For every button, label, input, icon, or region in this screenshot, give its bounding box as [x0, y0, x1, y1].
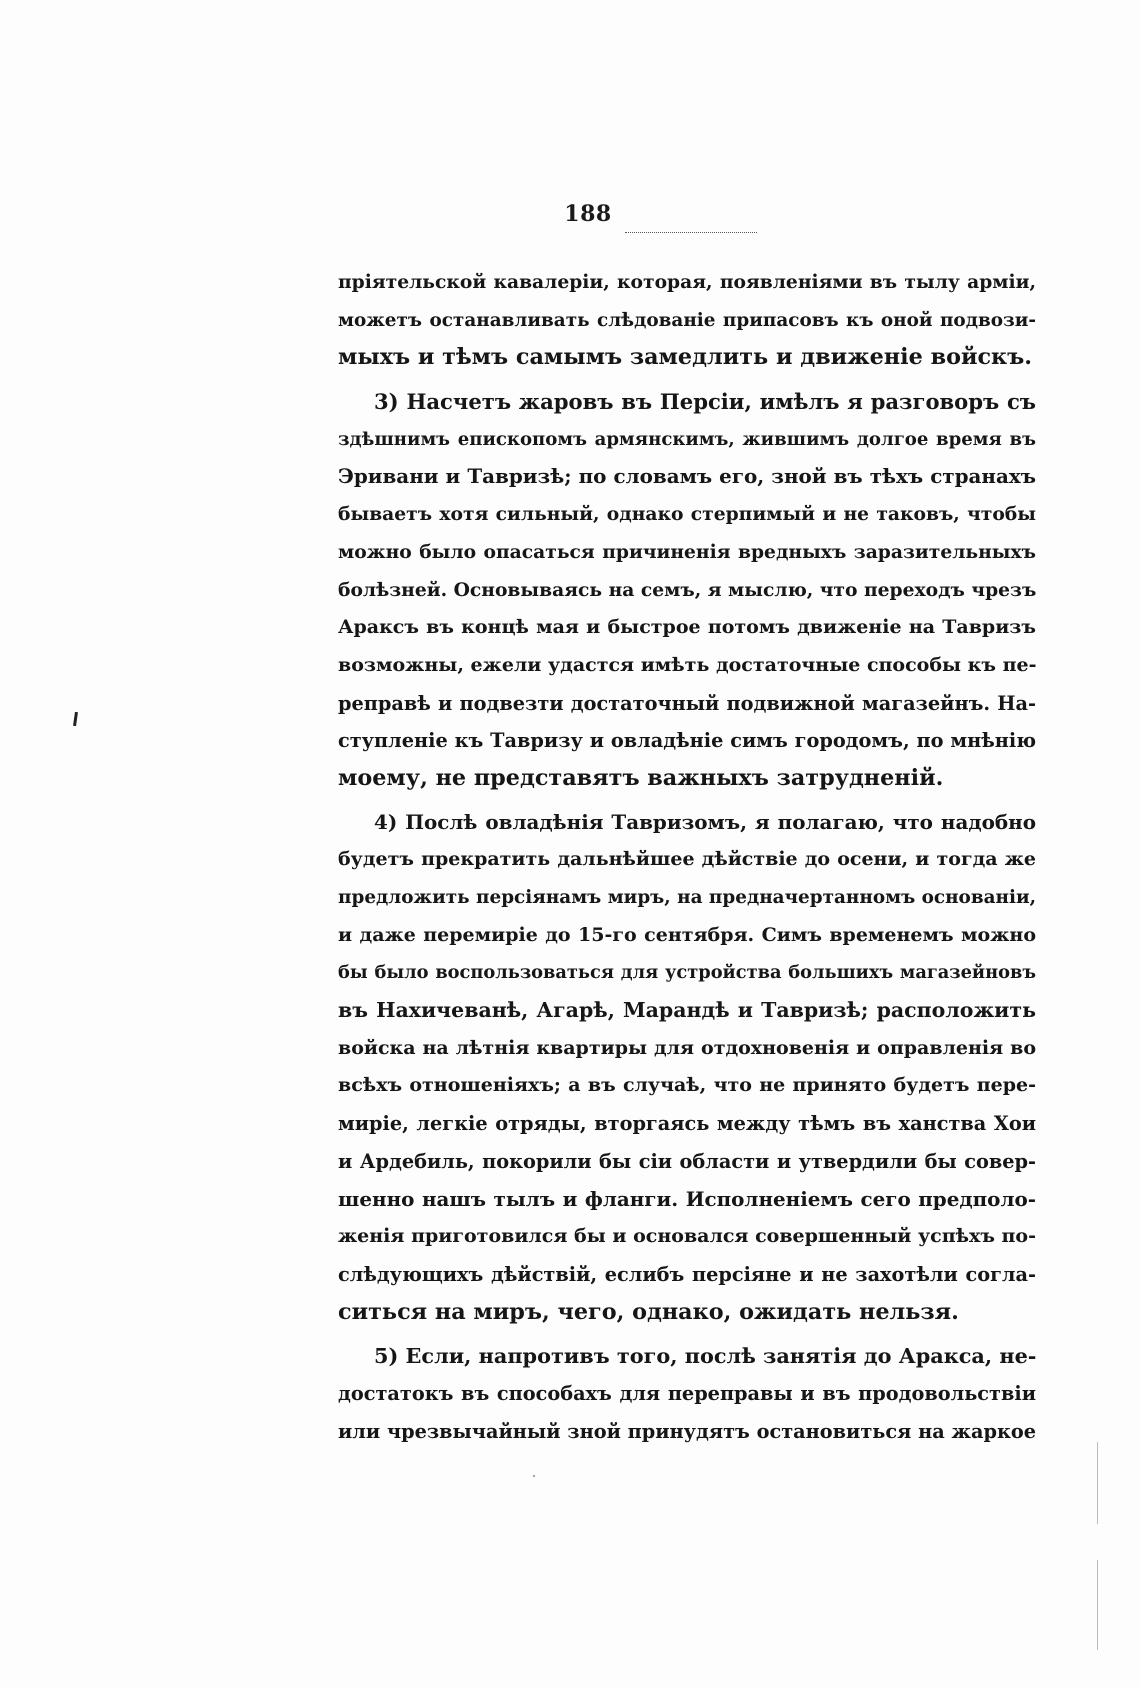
- text-line: войска на лѣтнія квартиры для отдохновенія и оправленія во: [338, 1036, 1036, 1059]
- page-number: 188: [564, 201, 612, 227]
- page-edge-line: [1097, 1442, 1098, 1524]
- scan-speck: [533, 1475, 535, 1477]
- text-line: предложить персіянамъ миръ, на предначертанномъ основаніи,: [338, 887, 1036, 908]
- text-line: женія приготовился бы и основался совершенный успѣхъ по-: [338, 1225, 1036, 1248]
- text-line: или чрезвычайный зной принудятъ остановиться на жаркое: [338, 1419, 1036, 1443]
- text-line: и даже перемиріе до 15-го сентября. Симъ временемъ можно: [338, 923, 1036, 946]
- text-line: Араксъ въ концѣ мая и быстрое потомъ движеніе на Тавризъ: [338, 616, 1036, 639]
- text-line: можно было опасаться причиненія вредныхъ заразительныхъ: [338, 540, 1036, 563]
- text-line: достатокъ въ способахъ для переправы и въ продовольствіи: [338, 1381, 1036, 1405]
- text-line: болѣзней. Основываясь на семъ, я мыслю, что переходъ чрезъ: [338, 578, 1036, 601]
- text-line: и Ардебиль, покорили бы сіи области и утвердили бы совер-: [338, 1149, 1036, 1173]
- text-line: мыхъ и тѣмъ самымъ замедлить и движеніе войскъ.: [338, 344, 1033, 371]
- text-line: Эривани и Тавризѣ; по словамъ его, зной въ тѣхъ странахъ: [338, 464, 1036, 489]
- text-line: 3) Насчетъ жаровъ въ Персіи, имѣлъ я разговоръ съ: [374, 389, 1036, 415]
- text-line: всѣхъ отношеніяхъ; а въ случаѣ, что не принято будетъ пере-: [338, 1074, 1036, 1097]
- text-line: бы было воспользоваться для устройства большихъ магазейновъ: [338, 962, 1036, 984]
- text-line: можетъ останавливать слѣдованіе припасовъ къ оной подвози-: [338, 309, 1036, 331]
- body-text: [338, 264, 1036, 1450]
- text-line: реправѣ и подвезти достаточный подвижной магазейнъ. На-: [338, 691, 1036, 715]
- text-line: слѣдующихъ дѣйствій, еслибъ персіяне и не захотѣли согла-: [338, 1262, 1036, 1286]
- text-line: 5) Если, напротивъ того, послѣ занятія до Аракса, не-: [374, 1343, 1036, 1369]
- text-line: ситься на миръ, чего, однако, ожидать нельзя.: [338, 1298, 959, 1325]
- text-line: будетъ прекратить дальнѣйшее дѣйствіе до осени, и тогда же: [338, 848, 1036, 871]
- text-line: моему, не представятъ важныхъ затрудненій.: [338, 764, 944, 791]
- header-rule: [625, 232, 757, 233]
- margin-mark: [73, 712, 78, 726]
- text-line: пріятельской кавалеріи, которая, появленіями въ тылу арміи,: [338, 271, 1036, 293]
- text-line: въ Нахичеванѣ, Агарѣ, Марандѣ и Тавризѣ; расположить: [338, 998, 1036, 1023]
- text-line: ступленіе къ Тавризу и овладѣніе симъ городомъ, по мнѣнію: [338, 729, 1036, 753]
- text-line: бываетъ хотя сильный, однако стерпимый и не таковъ, чтобы: [338, 503, 1036, 526]
- text-line: здѣшнимъ епископомъ армянскимъ, жившимъ долгое время въ: [338, 428, 1036, 450]
- page-edge-line: [1097, 1560, 1098, 1650]
- text-line: 4) Послѣ овладѣнія Тавризомъ, я полагаю, что надобно: [374, 809, 1036, 834]
- text-line: шенно нашъ тылъ и фланги. Исполненіемъ сего предполо-: [338, 1186, 1036, 1211]
- text-line: возможны, ежели удастся имѣть достаточные способы къ пе-: [338, 653, 1036, 676]
- text-line: миріе, легкіе отряды, вторгаясь между тѣмъ въ ханства Хои: [338, 1112, 1036, 1136]
